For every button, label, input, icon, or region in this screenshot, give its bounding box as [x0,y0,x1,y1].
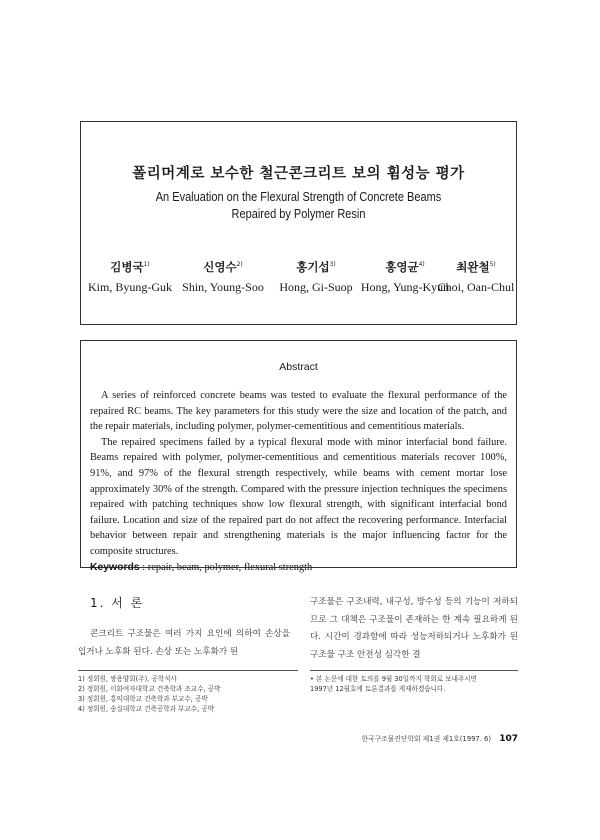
author-english-name: Kim, Byung-Guk [88,280,172,294]
korean-title: 폴리머계로 보수한 철근콘크리트 보의 휨성능 평가 [132,166,465,182]
page-footer [361,733,518,744]
english-title-line2: Repaired by Polymer Resin [231,207,366,221]
footnote: 3) 정회원, 홍익대학교 건축학과 부교수, 공박 [78,695,208,703]
body-text-right: 구조물은 구조내력, 내구성, 방수성 등의 기능이 저하되므로 그 대책은 구조물이 존재하는 한 계속 필요하게 된다. 시간이 경과함에 따라 성능저하되거나 노후화가 된 구조물 구조 안전성 심각한 결 [310,597,518,660]
abstract-heading: Abstract [279,361,318,373]
discussion-footnote [310,670,518,694]
footnote: 1) 정회원, 쌍용양회(주), 공학석사 [78,675,177,683]
keywords-list: : repair, beam, polymer, flexural strength [139,561,313,573]
page-number: 107 [499,734,518,744]
abstract-paragraph-1: A series of reinforced concrete beams was tested to evaluate the flexural performance of the repaired RC beams. The key parameters for this study were the size and location of the patch, and the repair materials, including polymer, polymer-cementitious and cementitious materials. [90,390,507,433]
author-5 [416,259,536,295]
footnote: 4) 정회원, 숭실대학교 건축공학과 부교수, 공박 [78,705,215,713]
author-korean-name: 홍기섭$^{3)}$ [296,260,336,274]
abstract-paragraph-2: The repaired specimens failed by a typical flexural mode with minor interfacial bond failure. Beams repaired with polymer, polymer-cementitious and cementitious materials recover 100%, 91%, and 97% of the flexural strength respectively, while beams with cement mortar lose approximately 30% of the strength. Compared with the pressure injection techniques the specimens repaired with patching techniques show low flexural strength, with significant interfacial bond failure. Location and size of the repaired part do not affect the recovering performance. Interfacial behavior between repair and strengthening materials is the major influencing factor for the composite structures. [90,436,507,557]
author-korean-name: 최완철$^{5)}$ [456,260,496,274]
body-column-right [310,594,518,664]
body-text-left: 콘크리트 구조물은 여러 가지 요인에 의하여 손상을 입거나 노후화 된다. 손상 또는 노후화가 된 [78,629,290,657]
author-english-name: Choi, Oan-Chul [437,280,515,294]
footnote: • 본 논문에 대한 토의를 9월 30일까지 학회로 보내주시면 [310,675,478,683]
title-box [80,121,517,325]
author-korean-name: 김병국$^{1)}$ [110,260,150,274]
english-title [107,189,490,223]
abstract-box [80,340,517,573]
author-affiliation-footnotes [78,670,298,714]
footnote: 1997년 12월호에 토론결과를 게재하겠습니다. [310,685,446,693]
abstract-body [90,388,507,575]
author-korean-name: 홍영균$^{4)}$ [385,260,425,274]
keywords-label: Keywords [90,561,140,573]
author-english-name: Shin, Young-Soo [182,280,264,294]
keywords-line [90,560,507,576]
author-english-name: Hong, Yung-Kyun [360,280,450,294]
footnote: 2) 정회원, 이화여자대학교 건축학과 조교수, 공박 [78,685,221,693]
author-korean-name: 신영수$^{2)}$ [203,260,243,274]
author-english-name: Hong, Gi-Suop [279,280,353,294]
section-heading: 1. 서 론 [90,596,145,610]
journal-citation: 한국구조물진단학회 제1권 제1호(1997. 6) [361,735,492,743]
body-column-left [78,594,290,661]
english-title-line1: An Evaluation on the Flexural Strength of Concrete Beams [155,190,442,204]
